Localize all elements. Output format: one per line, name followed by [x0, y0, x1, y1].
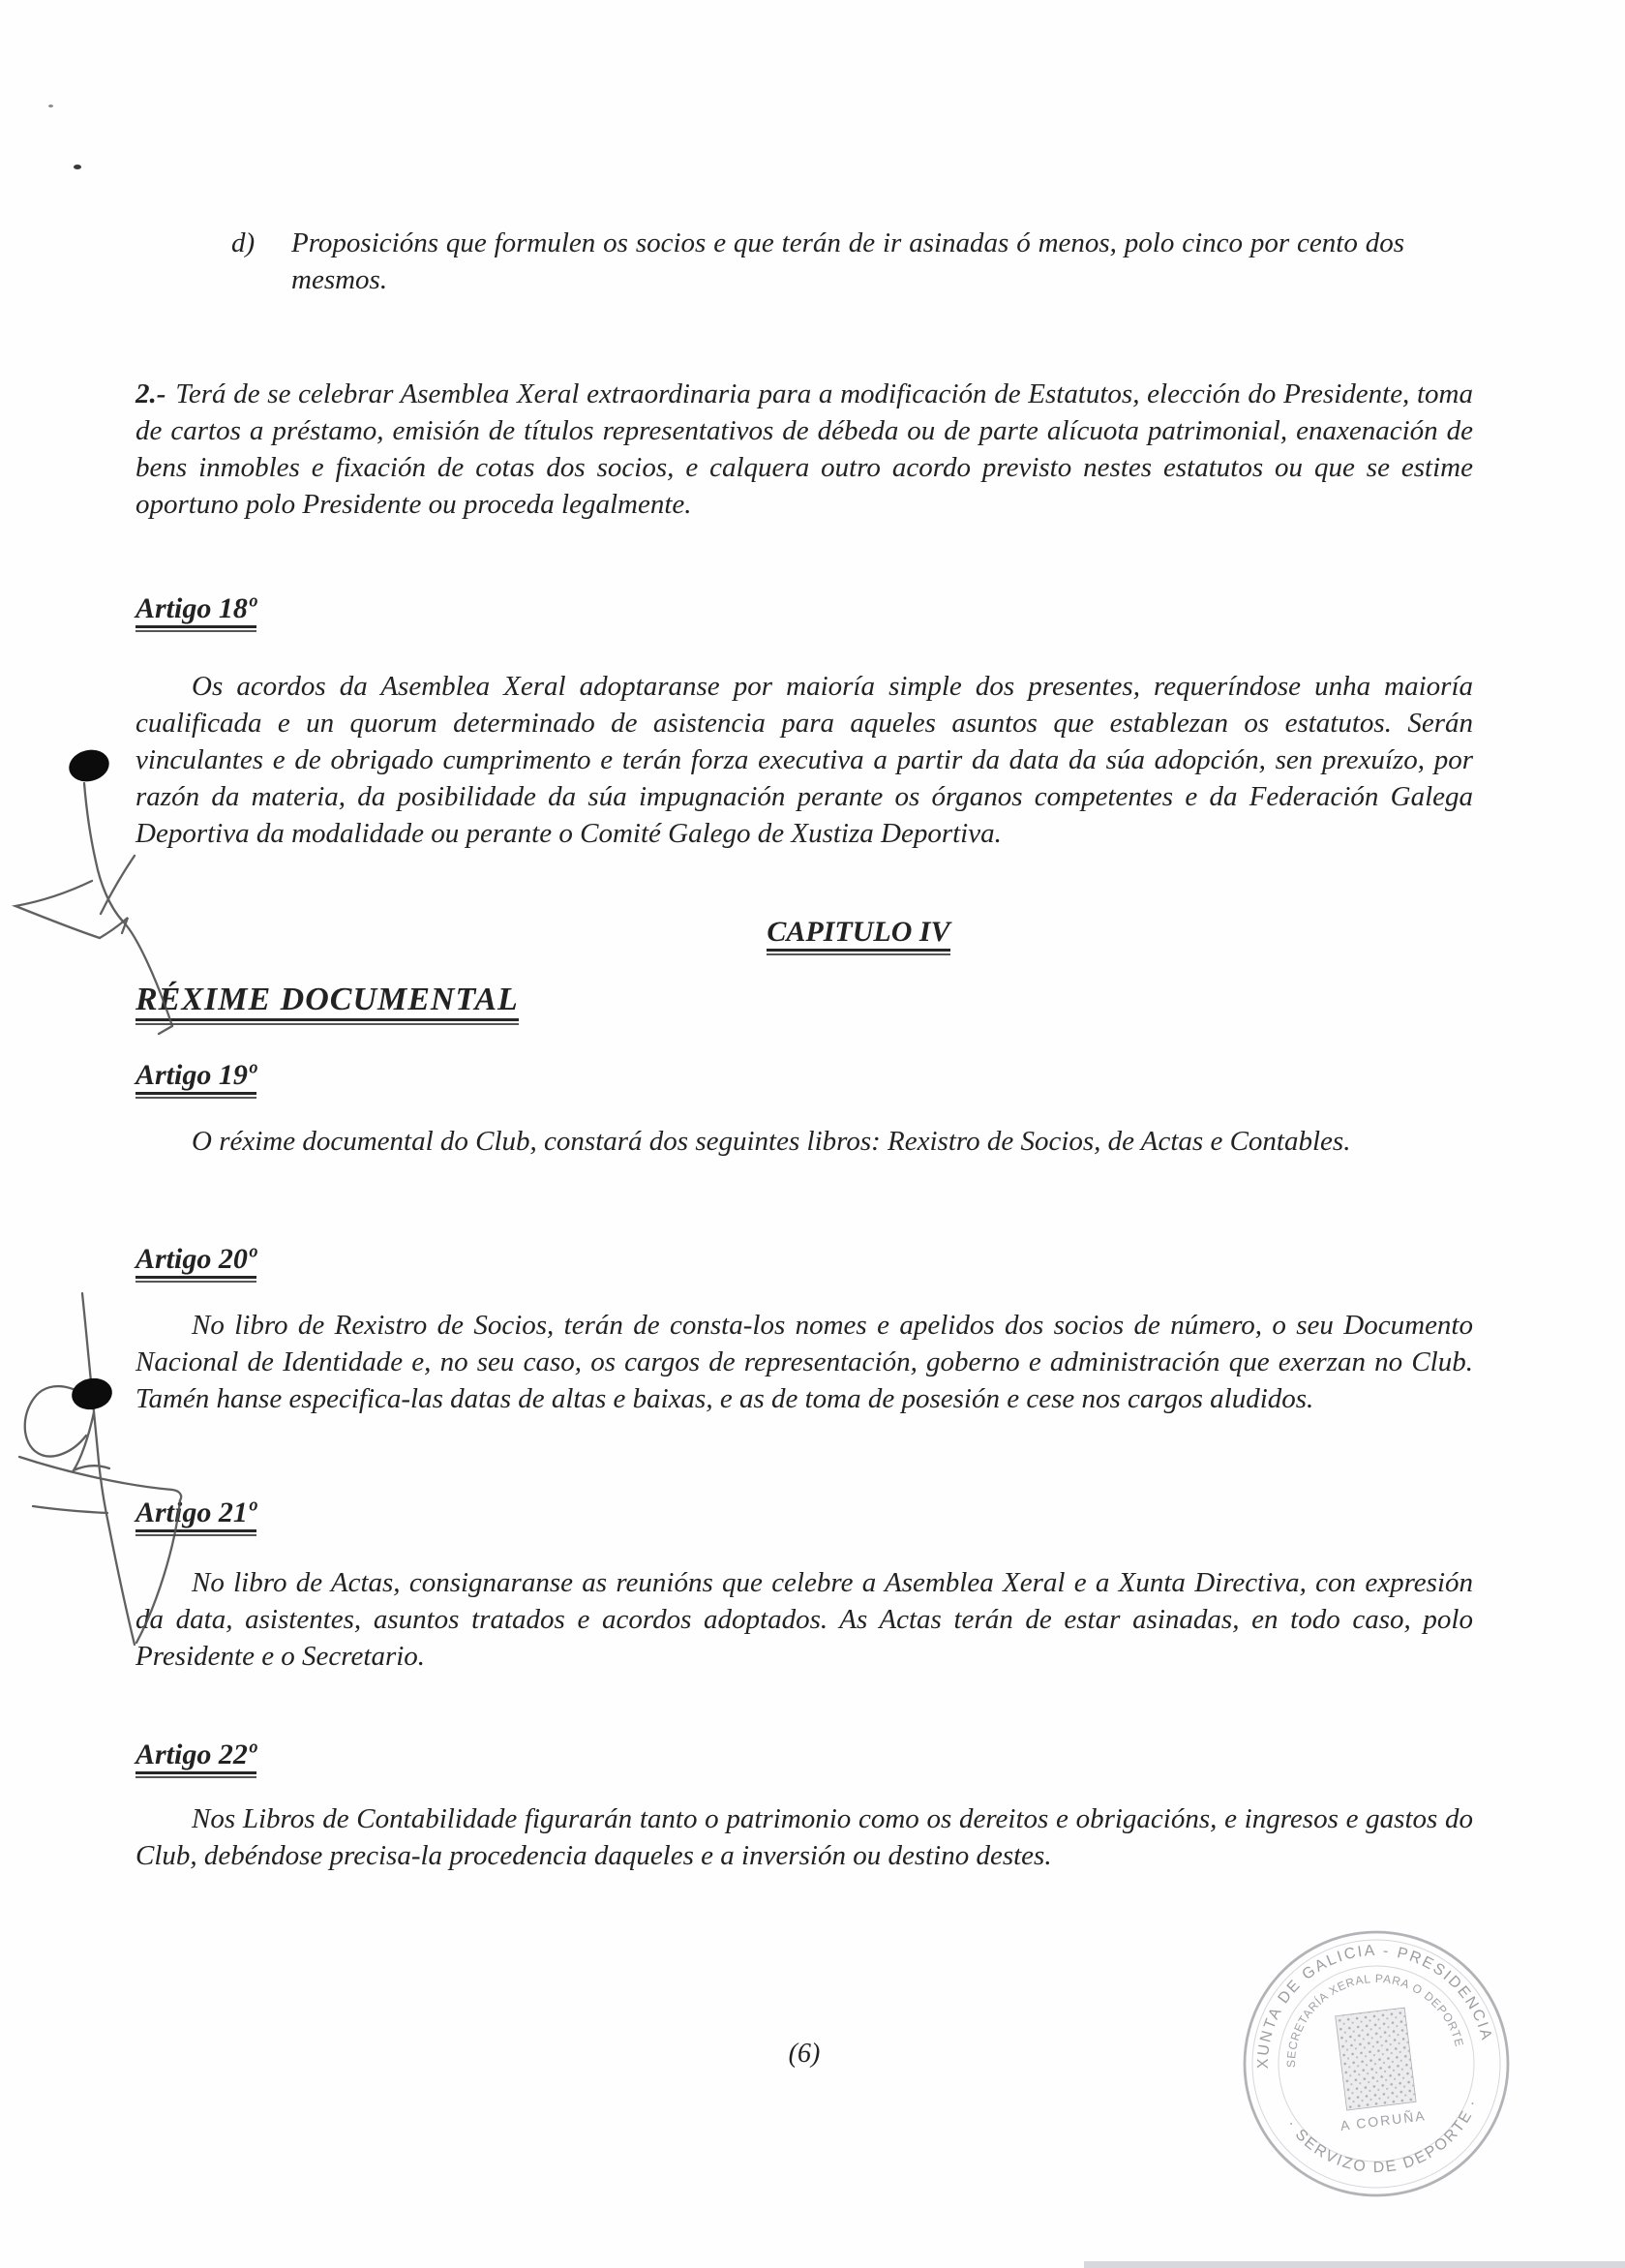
stamp-place-text: A CORUÑA — [1339, 2107, 1428, 2133]
scan-speck — [74, 165, 81, 169]
chapter-title: CAPITULO IV — [135, 916, 1527, 955]
official-stamp — [1221, 1909, 1531, 2219]
article-22-body: Nos Libros de Contabilidade figurarán tanto o patrimonio como os dereitos e obrigacións, e ingresos e gastos do Club, debéndose precisa-la procedencia daqueles e a inversión ou destino destes. — [135, 1803, 1473, 1871]
list-item-d — [231, 225, 1404, 298]
article-22-heading: Artigo 22º — [135, 1739, 256, 1778]
article-19-heading: Artigo 19º — [135, 1059, 256, 1099]
paragraph-2-marker: 2.- — [135, 378, 166, 409]
article-21-heading: Artigo 21º — [135, 1497, 256, 1536]
scan-edge-band — [1084, 2261, 1625, 2268]
paragraph-2 — [135, 376, 1473, 523]
article-19-body: O réxime documental do Club, constará dos seguintes libros: Rexistro de Socios, de Actas e Contables. — [192, 1126, 1351, 1157]
section-title: RÉXIME DOCUMENTAL — [135, 982, 519, 1025]
article-18-heading: Artigo 18º — [135, 592, 256, 632]
article-20-heading: Artigo 20º — [135, 1243, 256, 1283]
scan-speck — [48, 105, 53, 107]
article-21-body: No libro de Actas, consignaranse as reunións que celebre a Asemblea Xeral e a Xunta Directiva, con expresión da data, asistentes, asuntos tratados e acordos adoptados. As Actas terán de estar asinadas, en todo caso, polo Presidente e o Secretario. — [135, 1567, 1473, 1672]
stamp-outer-bottom-text: · SERVIZO DE DEPORTE · — [1282, 2096, 1483, 2177]
list-item-d-marker: d) — [231, 227, 256, 258]
paragraph-2-text: Terá de se celebrar Asemblea Xeral extraordinaria para a modificación de Estatutos, elección do Presidente, toma de cartos a préstamo, emisión de títulos representativos de débeda ou de parte alícuota patrimonial, enaxenación de bens inmobles e fixación de cotas dos socios, e calquera outro acordo previsto nestes estatutos ou que se estime oportuno polo Presidente ou proceda legalmente. — [135, 378, 1473, 520]
stamp-inner-top-text: SECRETARÍA XERAL PARA O DEPORTE — [1283, 1971, 1467, 2068]
article-18-body: Os acordos da Asemblea Xeral adoptaranse por maioría simple dos presentes, requeríndose unha maioría cualificada e un quorum determinado de asistencia para aqueles asuntos que establezan os estatutos. Serán vinculantes e de obrigado cumprimento e terán forza executiva a partir da data da súa adopción, sen prexuízo, por razón da materia, da posibilidade da súa impugnación perante os órganos competentes e da Federación Galega Deportiva da modalidade ou perante o Comité Galego de Xustiza Deportiva. — [135, 671, 1473, 849]
ink-dot — [70, 1376, 115, 1413]
stamp-emblem — [1336, 2008, 1416, 2110]
list-item-d-text: Proposicións que formulen os socios e que terán de ir asinadas ó menos, polo cinco por cento dos mesmos. — [291, 227, 1404, 295]
page-number: (6) — [788, 2039, 821, 2069]
ink-dot — [66, 745, 112, 785]
article-20-body: No libro de Rexistro de Socios, terán de consta-los nomes e apelidos dos socios de número, o seu Documento Nacional de Identidade e, no seu caso, os cargos de representación, goberno e administración que exerzan no Club. Tamén hanse especifica-las datas de altas e baixas, e as de toma de posesión e cese nos cargos aludidos. — [135, 1310, 1473, 1414]
stamp-outer-top-text: XUNTA DE GALICIA - PRESIDENCIA — [1254, 1942, 1495, 2070]
